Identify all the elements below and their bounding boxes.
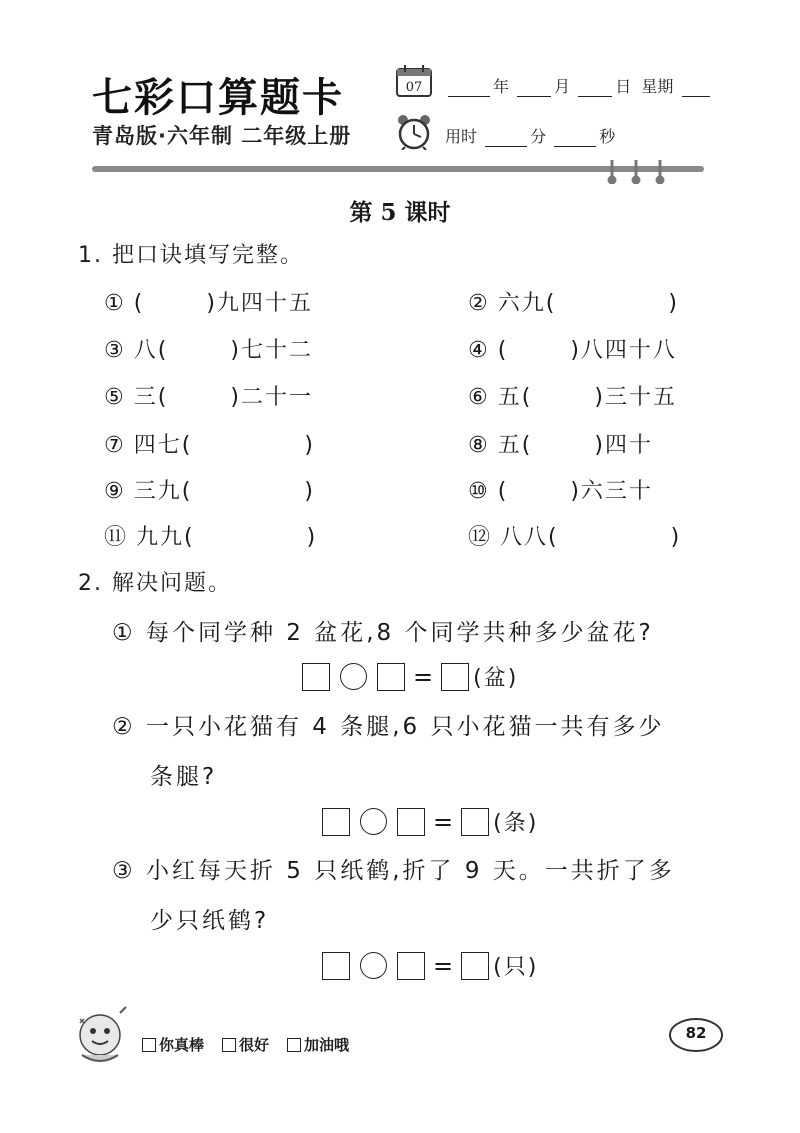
checkbox-icon [222, 1038, 236, 1052]
answer-blank[interactable]: ( ) [521, 433, 605, 458]
fill-item: ① ( )九四十五 [104, 291, 313, 316]
problem-2: ② 一只小花猫有 4 条腿,6 只小花猫一共有多少 [112, 714, 665, 740]
operator-circle[interactable] [340, 663, 367, 690]
calendar-icon [395, 64, 433, 98]
answer-blank[interactable]: ( ) [181, 479, 315, 504]
answer-box[interactable] [377, 663, 405, 691]
answer-blank[interactable]: ( ) [133, 291, 217, 316]
brand-subtitle: 青岛版·六年制 二年级上册 [92, 124, 352, 148]
answer-blank[interactable]: ( ) [181, 433, 315, 458]
minute-blank[interactable] [485, 130, 527, 147]
answer-box[interactable] [461, 952, 489, 980]
fill-item: ⑪ 九九( ) [104, 525, 318, 550]
fill-item: ⑨ 三九( ) [104, 479, 315, 504]
answer-box[interactable] [322, 808, 350, 836]
self-rating [142, 1034, 349, 1055]
answer-box[interactable] [397, 808, 425, 836]
answer-blank[interactable]: ( ) [548, 525, 682, 550]
rating-option[interactable]: 很好 [222, 1034, 269, 1055]
problem-1: ① 每个同学种 2 盆花,8 个同学共种多少盆花? [112, 620, 654, 646]
fill-item: ⑩ ( )六三十 [468, 479, 653, 504]
time-used-line: 用时 分 秒 [445, 127, 616, 146]
month-blank[interactable] [517, 80, 551, 97]
problem-3-line2: 少只纸鹤? [150, 908, 270, 934]
weekday-blank[interactable] [682, 80, 710, 97]
answer-blank[interactable]: ( ) [521, 385, 605, 410]
rating-option[interactable]: 加油哦 [287, 1034, 349, 1055]
day-blank[interactable] [578, 80, 612, 97]
rating-option[interactable]: 你真棒 [142, 1034, 204, 1055]
answer-blank[interactable]: ( ) [497, 338, 581, 363]
calendar-number: 07 [405, 80, 423, 95]
operator-circle[interactable] [360, 952, 387, 979]
fill-item: ⑦ 四七( ) [104, 433, 315, 458]
answer-blank[interactable]: ( ) [157, 385, 241, 410]
equation-1: = (盆) [302, 661, 518, 692]
problem-3: ③ 小红每天折 5 只纸鹤,折了 9 天。一共折了多 [112, 858, 675, 884]
fill-item: ⑫ 八八( ) [468, 525, 682, 550]
year-blank[interactable] [448, 80, 490, 97]
fill-item: ⑥ 五( )三十五 [468, 385, 677, 410]
answer-blank[interactable]: ( ) [184, 525, 318, 550]
q2-heading: 2. 解决问题。 [78, 571, 232, 596]
lesson-title: 第 5 课时 [349, 199, 451, 226]
checkbox-icon [142, 1038, 156, 1052]
alarm-clock-icon [395, 114, 433, 150]
answer-blank[interactable]: ( ) [157, 338, 241, 363]
answer-box[interactable] [461, 808, 489, 836]
equation-2: = (条) [322, 806, 538, 837]
answer-box[interactable] [302, 663, 330, 691]
problem-2-line2: 条腿? [150, 764, 218, 790]
fill-item: ③ 八( )七十二 [104, 338, 313, 363]
date-fill-line: 年 月 日 星期 [445, 74, 713, 97]
page-number: 82 [685, 1024, 707, 1042]
brand-title: 七彩口算题卡 [92, 74, 344, 121]
mascot-illustration-icon [68, 1005, 132, 1069]
answer-box[interactable] [397, 952, 425, 980]
answer-blank[interactable]: ( ) [497, 479, 581, 504]
fill-item: ② 六九( ) [468, 291, 679, 316]
answer-blank[interactable]: ( ) [545, 291, 679, 316]
fill-item: ⑧ 五( )四十 [468, 433, 653, 458]
fill-item: ⑤ 三( )二十一 [104, 385, 313, 410]
q1-heading: 1. 把口诀填写完整。 [78, 243, 304, 268]
answer-box[interactable] [322, 952, 350, 980]
checkbox-icon [287, 1038, 301, 1052]
fill-item: ④ ( )八四十八 [468, 338, 677, 363]
answer-box[interactable] [441, 663, 469, 691]
second-blank[interactable] [554, 130, 596, 147]
equation-3: = (只) [322, 950, 538, 981]
binder-rings-icon [606, 158, 666, 184]
operator-circle[interactable] [360, 808, 387, 835]
